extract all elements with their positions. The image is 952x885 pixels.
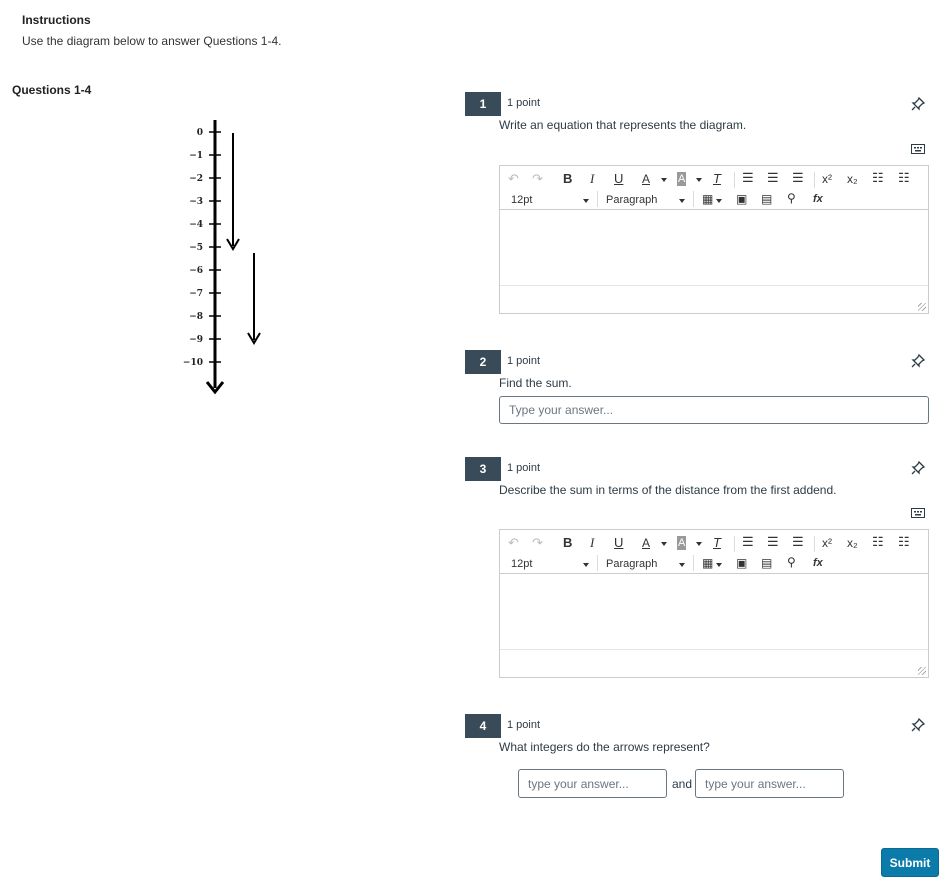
align-center-icon[interactable]: ☰	[767, 170, 779, 185]
rich-text-editor[interactable]	[499, 529, 929, 678]
subscript-icon[interactable]: x₂	[847, 536, 858, 550]
text-color-icon[interactable]: A	[642, 172, 651, 186]
editor-content-area[interactable]	[500, 210, 928, 286]
tick-label: −9	[189, 335, 203, 345]
answer-input-first[interactable]	[518, 769, 667, 798]
answer-input[interactable]	[499, 396, 929, 424]
clear-formatting-icon[interactable]: T	[713, 535, 721, 550]
question-number: 1	[465, 92, 501, 116]
image-icon[interactable]: ▣	[736, 192, 748, 206]
math-equation-icon[interactable]: fx	[813, 557, 823, 569]
number-line-diagram	[170, 112, 280, 402]
italic-icon[interactable]: I	[590, 535, 595, 550]
tick-label: 0	[196, 128, 203, 138]
answer-input-second[interactable]	[695, 769, 844, 798]
bold-icon[interactable]: B	[563, 535, 573, 550]
submit-button[interactable]: Submit	[881, 848, 939, 877]
pin-icon[interactable]	[910, 353, 926, 369]
subscript-icon[interactable]: x₂	[847, 172, 858, 186]
undo-icon[interactable]: ↶	[508, 171, 519, 186]
instructions-heading: Instructions	[22, 13, 91, 27]
pin-icon[interactable]	[910, 717, 926, 733]
question-text: Find the sum.	[499, 376, 572, 390]
question-number: 4	[465, 714, 501, 738]
font-size-select[interactable]: 12pt	[511, 558, 533, 570]
align-left-icon[interactable]: ☰	[742, 534, 754, 549]
italic-icon[interactable]: I	[590, 171, 595, 186]
text-color-icon[interactable]: A	[642, 536, 651, 550]
tick-label: −6	[189, 266, 203, 276]
tick-label: −4	[189, 220, 203, 230]
question-number: 2	[465, 350, 501, 374]
question-points: 1 point	[507, 462, 541, 474]
editor-toolbar	[500, 166, 928, 210]
questions-heading: Questions 1-4	[12, 83, 92, 97]
editor-status-bar	[500, 649, 928, 677]
align-right-icon[interactable]: ☰	[792, 534, 804, 549]
tick-label: −1	[189, 151, 203, 161]
tick-label: −8	[189, 312, 203, 322]
pin-icon[interactable]	[910, 96, 926, 112]
link-icon[interactable]: ⚲	[787, 555, 796, 569]
resize-handle[interactable]	[918, 667, 926, 675]
bullet-list-icon[interactable]: ☷	[872, 534, 884, 549]
editor-status-bar	[500, 285, 928, 313]
numbered-list-icon[interactable]: ☷	[898, 534, 910, 549]
resize-handle[interactable]	[918, 303, 926, 311]
numbered-list-icon[interactable]: ☷	[898, 170, 910, 185]
underline-icon[interactable]: U	[614, 171, 624, 186]
tick-label: −7	[189, 289, 203, 299]
question-text: Describe the sum in terms of the distance from the first addend.	[499, 483, 837, 497]
connector-text: and	[672, 777, 693, 791]
bullet-list-icon[interactable]: ☷	[872, 170, 884, 185]
rich-text-editor[interactable]	[499, 165, 929, 314]
bold-icon[interactable]: B	[563, 171, 573, 186]
align-right-icon[interactable]: ☰	[792, 170, 804, 185]
instructions-text: Use the diagram below to answer Questions 1-4.	[22, 34, 282, 48]
question-text: Write an equation that represents the diagram.	[499, 118, 747, 132]
question-points: 1 point	[507, 719, 541, 731]
question-points: 1 point	[507, 355, 541, 367]
redo-icon[interactable]: ↷	[532, 171, 543, 186]
keyboard-icon[interactable]	[911, 143, 925, 155]
underline-icon[interactable]: U	[614, 535, 624, 550]
block-format-select[interactable]: Paragraph	[606, 558, 658, 570]
media-icon[interactable]: ▤	[761, 556, 773, 570]
tick-label: −10	[182, 358, 203, 368]
highlight-color-icon[interactable]: A	[678, 173, 686, 185]
font-size-select[interactable]: 12pt	[511, 194, 533, 206]
redo-icon[interactable]: ↷	[532, 535, 543, 550]
link-icon[interactable]: ⚲	[787, 191, 796, 205]
undo-icon[interactable]: ↶	[508, 535, 519, 550]
table-icon[interactable]: ▦	[702, 192, 714, 206]
image-icon[interactable]: ▣	[736, 556, 748, 570]
superscript-icon[interactable]: x²	[822, 536, 832, 550]
question-points: 1 point	[507, 97, 541, 109]
tick-label: −3	[189, 197, 203, 207]
align-center-icon[interactable]: ☰	[767, 534, 779, 549]
tick-label: −5	[189, 243, 203, 253]
superscript-icon[interactable]: x²	[822, 172, 832, 186]
media-icon[interactable]: ▤	[761, 192, 773, 206]
tick-label: −2	[189, 174, 203, 184]
question-text: What integers do the arrows represent?	[499, 740, 710, 754]
table-icon[interactable]: ▦	[702, 556, 714, 570]
editor-toolbar	[500, 530, 928, 574]
highlight-color-icon[interactable]: A	[678, 537, 686, 549]
question-number: 3	[465, 457, 501, 481]
clear-formatting-icon[interactable]: T	[713, 171, 721, 186]
pin-icon[interactable]	[910, 460, 926, 476]
block-format-select[interactable]: Paragraph	[606, 194, 658, 206]
editor-content-area[interactable]	[500, 574, 928, 650]
math-equation-icon[interactable]: fx	[813, 193, 823, 205]
align-left-icon[interactable]: ☰	[742, 170, 754, 185]
keyboard-icon[interactable]	[911, 507, 925, 519]
